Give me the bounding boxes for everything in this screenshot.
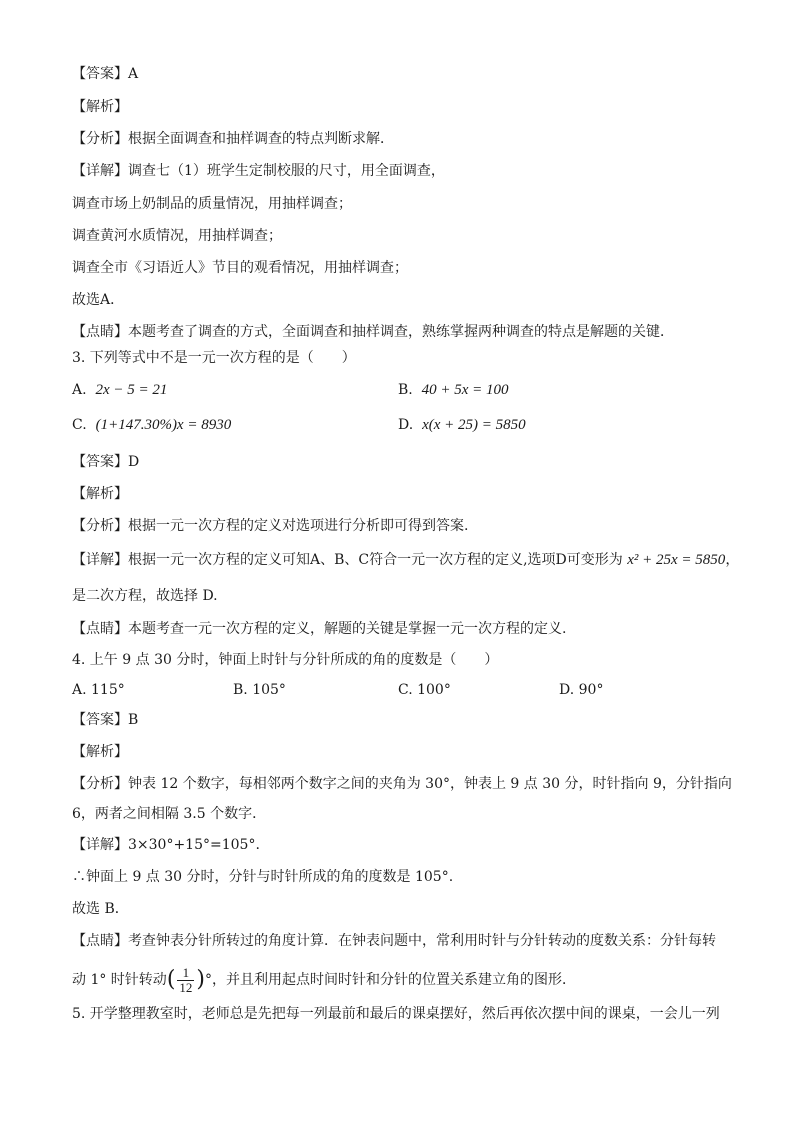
answer-tag: 【答案】 [72, 712, 128, 728]
q3-option-c [72, 415, 231, 435]
detail-tag: 【详解】 [72, 163, 128, 179]
q4-stem: 4. 上午 9 点 30 分时，钟面上时针与分针所成的角的度数是（ ） [72, 652, 499, 668]
review-text-b: °，并且利用起点时间时针和分针的位置关系建立角的图形． [205, 972, 576, 988]
answer-value: B [128, 712, 139, 728]
q3-answer-line [72, 452, 139, 472]
q3-fenxi-line [72, 516, 468, 536]
detail-text: 调查七（1）班学生定制校服的尺寸，用全面调查， [128, 163, 445, 179]
option-label: A. [72, 382, 87, 398]
q4-review-line [72, 931, 716, 951]
answer-tag: 【答案】 [72, 66, 128, 82]
q3-option-d [398, 415, 526, 435]
review-tag: 【点睛】 [72, 324, 128, 340]
q4-option-a: A. 115° [72, 682, 125, 698]
fenxi-text: 根据一元一次方程的定义对选项进行分析即可得到答案. [128, 518, 469, 534]
fenxi-tag: 【分析】 [72, 131, 128, 147]
detail-text: 3×30°+15°=105°. [128, 837, 260, 853]
fenxi-text: 钟表 12 个数字，每相邻两个数字之间的夹角为 30°，钟表上 9 点 30 分，时针指向 9，分针指向 [128, 776, 732, 792]
review-tag: 【点睛】 [72, 933, 128, 949]
option-equation: (1+147.30%)x = 8930 [95, 417, 232, 433]
q2-detail-line-3: 调查黄河水质情况，用抽样调查； [72, 228, 282, 244]
q3-stem: 3. 下列等式中不是一元一次方程的是（ ） [72, 350, 356, 366]
q2-analysis-tag: 【解析】 [72, 99, 128, 115]
detail-tag: 【详解】 [72, 837, 128, 853]
q5-stem: 5. 开学整理教室时，老师总是先把每一列最前和最后的课桌摆好，然后再依次摆中间的课桌，一会儿一列 [72, 1006, 720, 1022]
q3-detail-line-2: 是二次方程，故选择 D. [72, 588, 218, 604]
right-paren: ) [196, 967, 205, 992]
detail-text: 根据一元一次方程的定义可知A、B、C符合一元一次方程的定义,选项D可变形为 [128, 552, 623, 568]
review-text: 本题考查了调查的方式，全面调查和抽样调查，熟练掌握两种调查的特点是解题的关键． [128, 324, 674, 340]
detail-tag: 【详解】 [72, 552, 128, 568]
q4-option-c: C. 100° [398, 682, 451, 698]
detail-equation: x² + 25x = 5850 [627, 552, 726, 568]
q2-answer-line [72, 64, 138, 84]
q4-review-line-2 [72, 962, 576, 998]
review-text-a: 动 1° 时针转动 [72, 972, 167, 988]
q2-review-line [72, 322, 674, 342]
review-tag: 【点睛】 [72, 621, 128, 637]
q4-detail-line-2: ∴钟面上 9 点 30 分时，分针与时针所成的角的度数是 105°. [72, 869, 454, 885]
q2-detail-line-2: 调查市场上奶制品的质量情况，用抽样调查； [72, 196, 352, 212]
detail-punct: ， [725, 552, 740, 568]
option-equation: 2x − 5 = 21 [95, 382, 168, 398]
q2-conclusion: 故选A． [72, 292, 125, 308]
q3-detail-line [72, 550, 739, 570]
q3-option-b [398, 380, 509, 400]
q4-analysis-tag: 【解析】 [72, 744, 128, 760]
q2-detail-line-4: 调查全市《习语近人》节目的观看情况，用抽样调查； [72, 260, 408, 276]
answer-value: D [128, 454, 140, 470]
answer-value: A [128, 66, 139, 82]
answer-tag: 【答案】 [72, 454, 128, 470]
q3-analysis-tag: 【解析】 [72, 486, 128, 502]
q3-option-a [72, 380, 167, 400]
option-label: B. [398, 382, 413, 398]
fenxi-tag: 【分析】 [72, 518, 128, 534]
q2-fenxi-line [72, 129, 394, 149]
review-text: 本题考查一元一次方程的定义，解题的关键是掌握一元一次方程的定义. [128, 621, 567, 637]
option-equation: 40 + 5x = 100 [421, 382, 509, 398]
review-text: 考查钟表分针所转过的角度计算．在钟表问题中，常利用时针与分针转动的度数关系：分针每转 [128, 933, 716, 949]
option-equation: x(x + 25) = 5850 [422, 417, 526, 433]
left-paren: ( [166, 967, 176, 992]
q4-fenxi-line [72, 774, 732, 794]
fraction-denominator: 12 [179, 979, 193, 995]
q4-fenxi-line-2: 6，两者之间相隔 3.5 个数字． [72, 806, 267, 822]
option-label: D. [398, 417, 414, 433]
q4-answer-line [72, 710, 138, 730]
fraction [177, 966, 194, 995]
q4-option-d: D. 90° [559, 682, 604, 698]
q4-detail-line [72, 835, 260, 855]
fenxi-text: 根据全面调查和抽样调查的特点判断求解． [128, 131, 394, 147]
q4-conclusion: 故选 B． [72, 901, 129, 917]
option-label: C. [72, 417, 87, 433]
fraction-numerator: 1 [177, 966, 194, 981]
q2-detail-line [72, 161, 445, 181]
fenxi-tag: 【分析】 [72, 776, 128, 792]
q3-review-line [72, 619, 566, 639]
q4-option-b: B. 105° [233, 682, 286, 698]
